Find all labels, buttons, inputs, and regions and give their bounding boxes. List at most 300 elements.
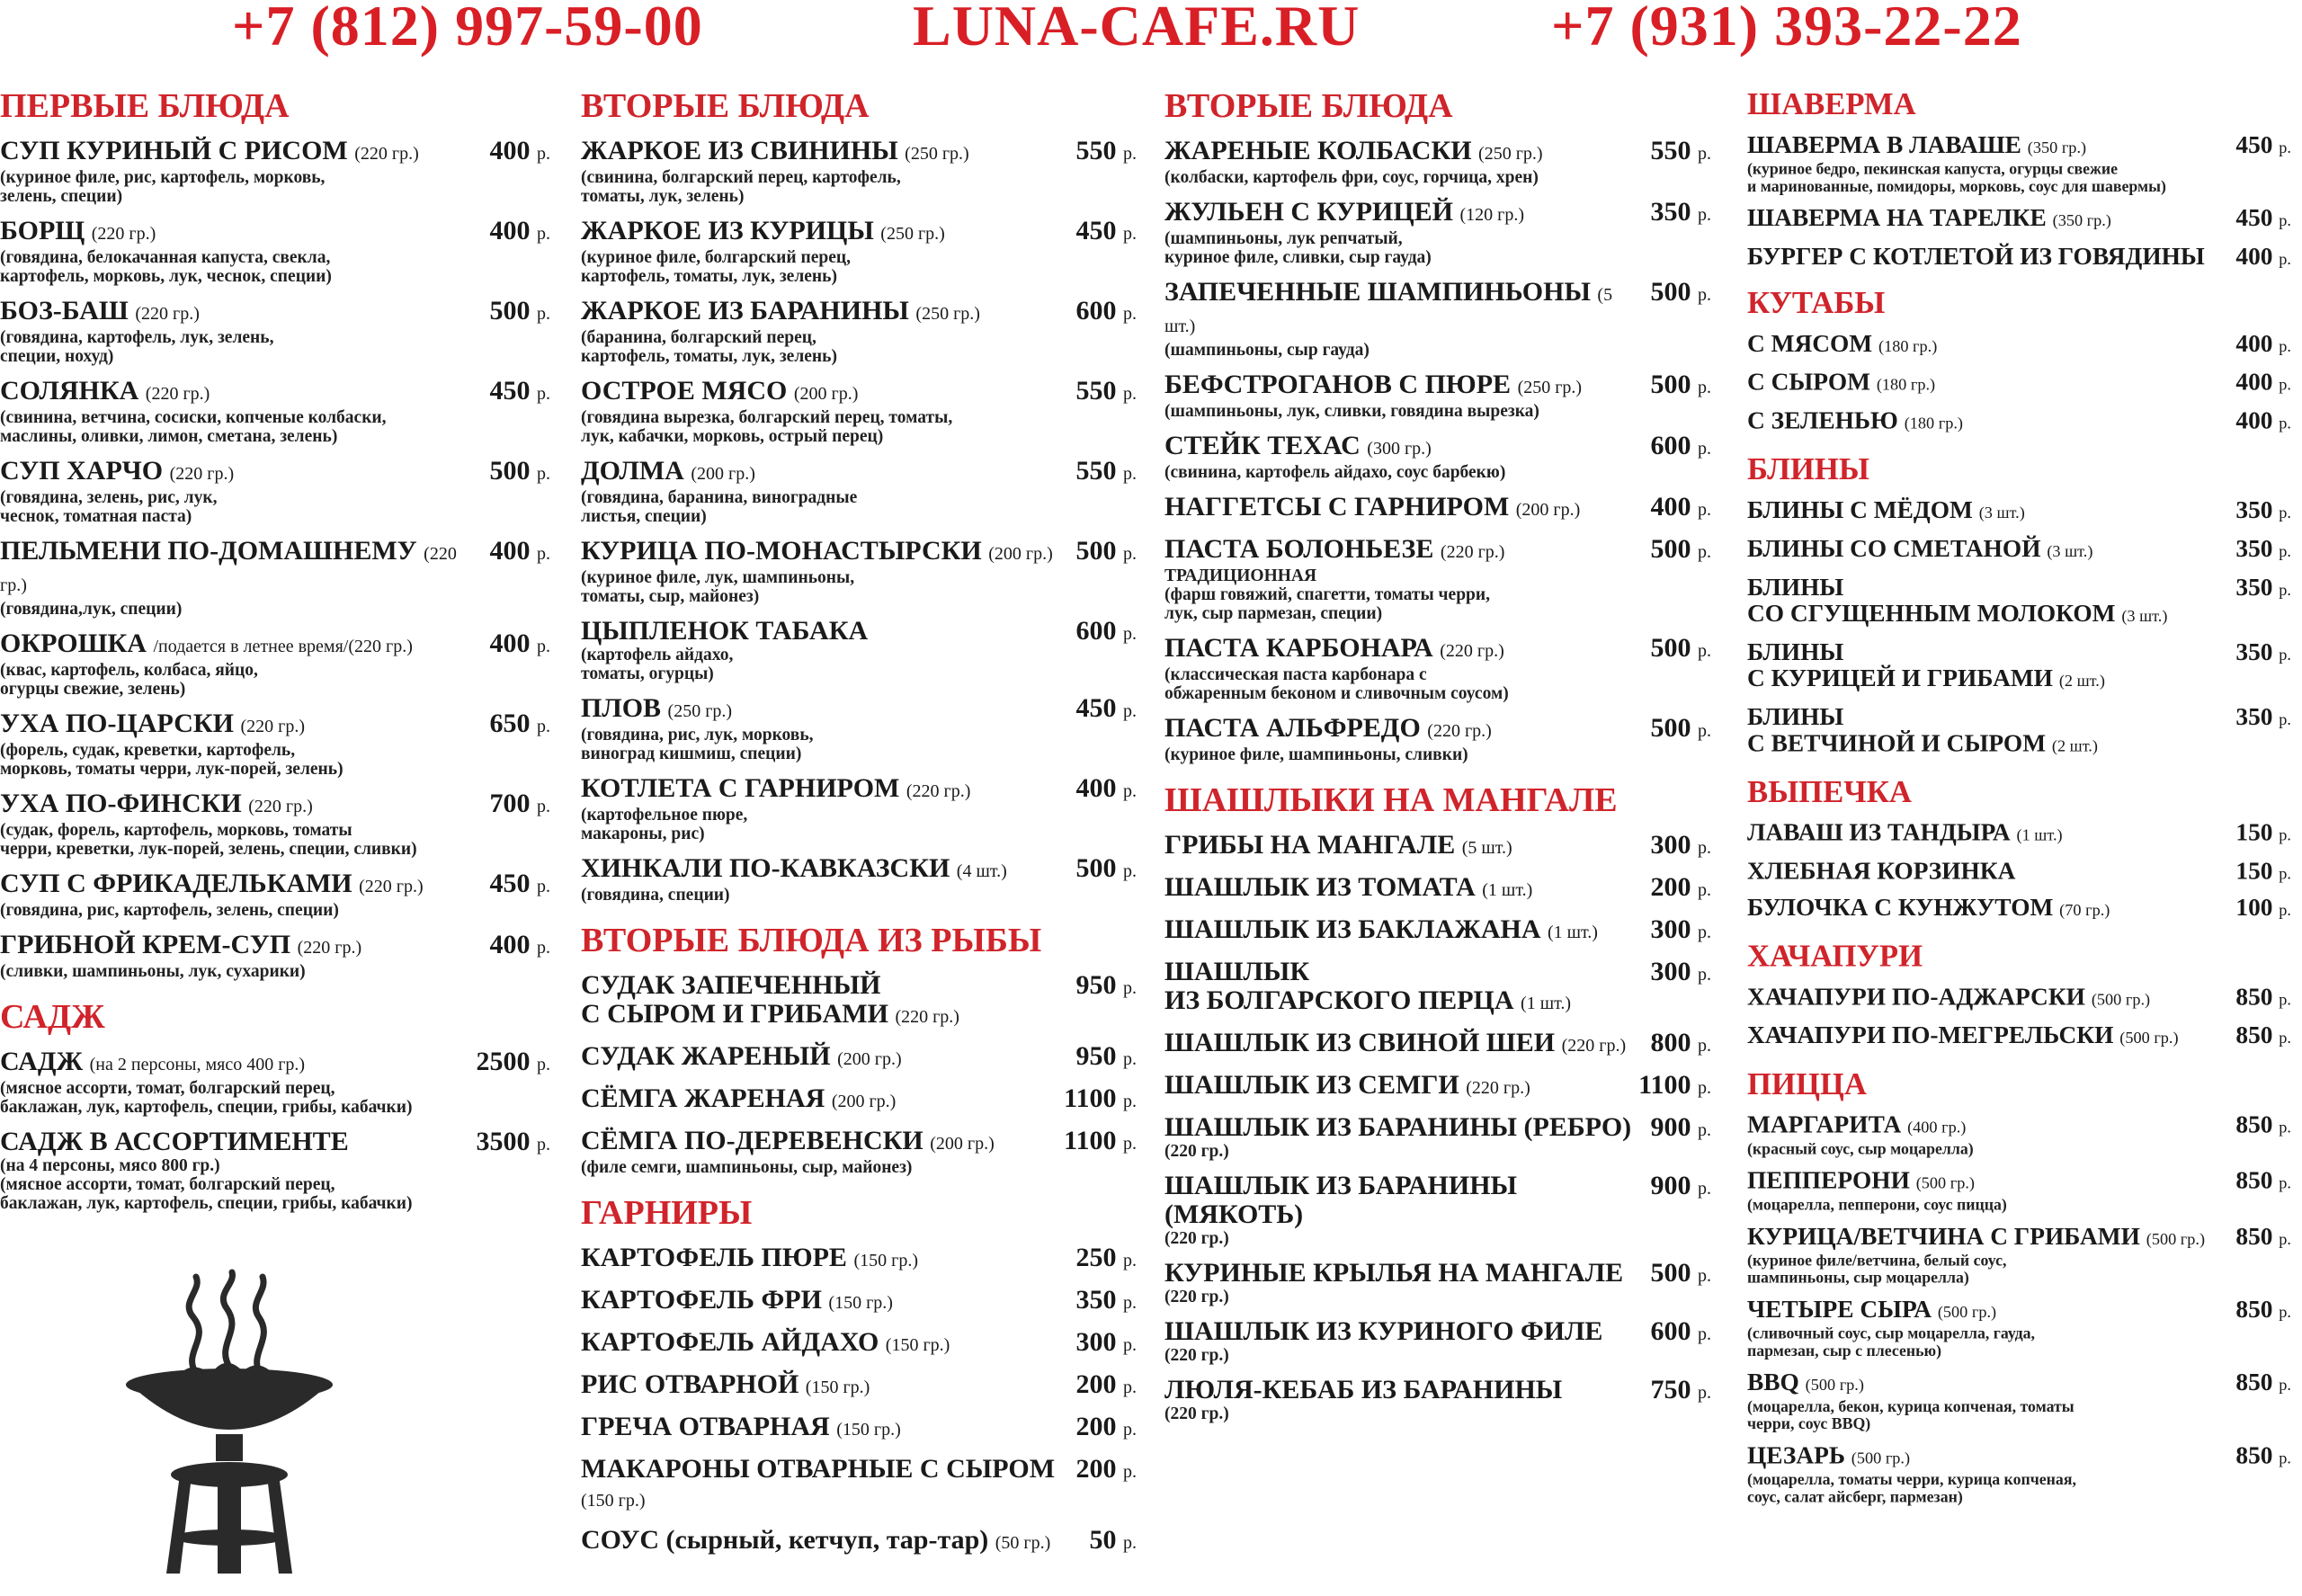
dish-name: С МЯСОМ xyxy=(1747,330,1873,358)
menu-item xyxy=(581,297,1137,366)
section-title: ПЕРВЫЕ БЛЮДА xyxy=(0,87,290,125)
dish-name: САДЖ В АССОРТИМЕНТЕ xyxy=(0,1127,349,1156)
phone-left[interactable]: +7 (812) 997-59-00 xyxy=(232,0,703,58)
dish-weight: (250 гр.) xyxy=(905,144,969,164)
currency: р. xyxy=(1698,923,1711,942)
dish-weight: (300 гр.) xyxy=(1367,439,1432,459)
dish-weight: (180 гр.) xyxy=(1876,376,1936,395)
dish-description: (классическая паста карбонара с обжаренным беконом и сливочным соусом) xyxy=(1164,665,1509,703)
dish-name: БЕФСТРОГАНОВ С ПЮРЕ xyxy=(1164,370,1512,399)
dish-name: ЛАВАШ ИЗ ТАНДЫРА xyxy=(1747,819,2011,847)
dish-name: СУДАК ЗАПЕЧЕННЫЙ С СЫРОМ И ГРИБАМИ xyxy=(581,970,888,1029)
menu-item xyxy=(1747,820,2291,849)
currency: р. xyxy=(1698,1036,1711,1056)
price-value: 500 xyxy=(1650,1258,1691,1288)
dish-weight: (150 гр.) xyxy=(581,1491,646,1511)
currency: р. xyxy=(1123,304,1137,324)
currency: р. xyxy=(1123,1092,1137,1111)
dish-weight: (200 гр.) xyxy=(691,464,755,484)
dish-weight: (2 шт.) xyxy=(2058,672,2105,691)
dish-price xyxy=(1651,831,1712,862)
dish-description: (картофель айдахо, томаты, огурцы) xyxy=(581,646,734,683)
section-title: ВЫПЕЧКА xyxy=(1747,774,1912,810)
dish-weight: (250 гр.) xyxy=(1517,378,1583,397)
currency: р. xyxy=(1698,542,1711,562)
menu-item xyxy=(1164,137,1711,187)
menu-item xyxy=(1164,915,1711,947)
dish-price xyxy=(1651,535,1712,566)
price-value: 100 xyxy=(2235,894,2273,922)
dish-price xyxy=(1651,1172,1712,1203)
currency: р. xyxy=(1123,384,1137,404)
dish-weight: (500 гр.) xyxy=(2091,990,2151,1009)
currency: р. xyxy=(537,717,550,736)
price-value: 850 xyxy=(2235,1223,2273,1251)
dish-name: ШАШЛЫК ИЗ КУРИНОГО ФИЛЕ xyxy=(1164,1316,1603,1346)
menu-item xyxy=(0,137,550,206)
dish-name: ДОЛМА xyxy=(581,456,684,486)
dish-name: ЧЕТЫРЕ СЫРА xyxy=(1747,1296,1932,1324)
dish-name: САДЖ xyxy=(0,1047,84,1076)
menu-item xyxy=(581,971,1137,1031)
dish-weight: (150 гр.) xyxy=(853,1251,918,1271)
dish-price xyxy=(1076,457,1138,488)
price-value: 550 xyxy=(1075,136,1117,165)
dish-name: СОЛЯНКА xyxy=(0,376,139,406)
dish-price xyxy=(1076,1244,1138,1275)
dish-price xyxy=(2235,408,2291,437)
dish-name: БУЛОЧКА С КУНЖУТОМ xyxy=(1747,894,2054,922)
price-value: 500 xyxy=(1650,713,1691,743)
price-value: 500 xyxy=(1075,536,1117,566)
menu-item xyxy=(0,931,550,981)
price-value: 750 xyxy=(1650,1375,1691,1404)
dish-price xyxy=(490,537,551,568)
currency: р. xyxy=(1123,464,1137,484)
currency: р. xyxy=(537,938,550,958)
dish-price xyxy=(1064,1127,1137,1158)
dish-weight: (400 гр.) xyxy=(1907,1119,1967,1137)
dish-name: ПАСТА БОЛОНЬЕЗЕ xyxy=(1164,534,1434,564)
dish-description: (говядина, картофель, лук, зелень, специи, нохуд) xyxy=(0,328,274,366)
dish-description: (сливки, шампиньоны, лук, сухарики) xyxy=(0,962,306,981)
price-value: 300 xyxy=(1650,957,1691,986)
dish-price xyxy=(1076,217,1138,248)
dish-description: (квас, картофель, колбаса, яйцо, огурцы свежие, зелень) xyxy=(0,661,258,699)
price-value: 850 xyxy=(2235,983,2273,1011)
section-title: ШАВЕРМА xyxy=(1747,86,1916,122)
dish-weight: (220 гр.) xyxy=(248,797,313,816)
currency: р. xyxy=(1698,721,1711,741)
dish-price xyxy=(1076,137,1138,168)
dish-price xyxy=(2235,536,2291,565)
currency: р. xyxy=(537,304,550,324)
currency: р. xyxy=(1123,978,1137,998)
dish-weight: (1 шт.) xyxy=(2016,826,2063,845)
dish-description: (говядина,лук, специи) xyxy=(0,600,183,619)
dish-name: ШАШЛЫК ИЗ ТОМАТА xyxy=(1164,872,1476,902)
menu-item xyxy=(581,457,1137,526)
price-value: 200 xyxy=(1075,1369,1117,1399)
dish-price xyxy=(1651,714,1712,745)
dish-price xyxy=(2235,1168,2291,1197)
dish-name: УХА ПО-ЦАРСКИ xyxy=(0,709,234,738)
price-value: 200 xyxy=(1075,1412,1117,1441)
menu-item xyxy=(1747,205,2291,234)
menu-item xyxy=(1747,895,2291,923)
menu-item xyxy=(581,1244,1137,1275)
dish-description: (говядина, рис, картофель, зелень, специи) xyxy=(0,901,339,920)
dish-description: (красный соус, сыр моцарелла) xyxy=(1747,1140,1974,1158)
menu-item xyxy=(581,774,1137,843)
dish-name: ГРЕЧА ОТВАРНАЯ xyxy=(581,1412,830,1441)
price-value: 450 xyxy=(2235,204,2273,232)
currency: р. xyxy=(537,1135,550,1155)
price-value: 850 xyxy=(2235,1296,2273,1324)
dish-name: ЦЫПЛЕНОК ТАБАКА xyxy=(581,616,869,646)
dish-weight: (250 гр.) xyxy=(1478,144,1543,164)
dish-weight: (500 гр.) xyxy=(2146,1230,2206,1249)
menu-item xyxy=(1747,497,2291,526)
dish-price xyxy=(1076,1455,1138,1486)
grill-icon xyxy=(126,1268,333,1578)
dish-weight: /подается в летнее время/(220 гр.) xyxy=(153,637,413,656)
dish-price xyxy=(2235,859,2291,887)
dish-weight: (220 гр.) xyxy=(1466,1078,1530,1098)
dish-price xyxy=(1076,971,1138,1003)
dish-price xyxy=(2235,984,2291,1012)
dish-weight: (150 гр.) xyxy=(828,1293,893,1313)
currency: р. xyxy=(1123,1251,1137,1271)
dish-name: ШАШЛЫК ИЗ БОЛГАРСКОГО ПЕРЦА xyxy=(1164,957,1514,1015)
currency: р. xyxy=(1123,1293,1137,1313)
dish-price xyxy=(1651,1317,1712,1349)
dish-weight: (220 гр.) xyxy=(906,781,971,801)
menu-item xyxy=(1164,1029,1711,1060)
dish-weight: (150 гр.) xyxy=(805,1378,870,1397)
dish-description: (шампиньоны, лук репчатый, куриное филе, сливки, сыр гауда) xyxy=(1164,229,1432,267)
dish-weight: (50 гр.) xyxy=(995,1533,1051,1553)
dish-price xyxy=(490,931,551,962)
dish-description: (баранина, болгарский перец, картофель, томаты, лук, зелень) xyxy=(581,328,837,366)
dish-name: ШАШЛЫК ИЗ БАРАНИНЫ (РЕБРО) xyxy=(1164,1112,1632,1142)
dish-price xyxy=(1076,1286,1138,1317)
price-value: 550 xyxy=(1075,376,1117,406)
menu-item xyxy=(1747,1369,2291,1432)
price-value: 250 xyxy=(1075,1243,1117,1272)
dish-price xyxy=(2235,331,2291,360)
dish-weight: (220 гр.) xyxy=(0,544,457,595)
dish-name: БУРГЕР С КОТЛЕТОЙ ИЗ ГОВЯДИНЫ xyxy=(1747,243,2205,271)
dish-name: БЛИНЫ СО СМЕТАНОЙ xyxy=(1747,535,2041,563)
dish-description: (куриное филе, шампиньоны, сливки) xyxy=(1164,745,1468,764)
dish-price xyxy=(1651,370,1712,402)
dish-name: УХА ПО-ФИНСКИ xyxy=(0,789,242,818)
dish-description: (мясное ассорти, томат, болгарский перец, баклажан, лук, картофель, специи, грибы, кабачки) xyxy=(0,1079,413,1117)
price-value: 450 xyxy=(489,869,531,898)
dish-weight: (500 гр.) xyxy=(1851,1449,1911,1468)
currency: р. xyxy=(2279,504,2291,522)
price-value: 900 xyxy=(1650,1112,1691,1142)
menu-item xyxy=(1164,1259,1711,1306)
dish-price xyxy=(1090,1526,1138,1557)
price-value: 400 xyxy=(489,536,531,566)
menu-item xyxy=(0,789,550,859)
dish-price xyxy=(1076,1042,1138,1074)
dish-name: ПЕППЕРОНИ xyxy=(1747,1166,1910,1195)
dish-price xyxy=(1076,377,1138,408)
currency: р. xyxy=(2279,1449,2291,1468)
menu-item xyxy=(0,297,550,366)
menu-item xyxy=(1747,132,2291,195)
dish-price xyxy=(2235,1022,2291,1051)
dish-name: ОСТРОЕ МЯСО xyxy=(581,376,788,406)
dish-name: ЖАРЕНЫЕ КОЛБАСКИ xyxy=(1164,136,1472,165)
price-value: 400 xyxy=(489,629,531,658)
price-value: 850 xyxy=(2235,1441,2273,1469)
dish-price xyxy=(490,629,551,661)
dish-description: (говядина, белокачанная капуста, свекла, картофель, морковь, лук, чеснок, специи) xyxy=(0,248,332,286)
dish-price xyxy=(1651,634,1712,665)
menu-item xyxy=(581,1413,1137,1444)
menu-item xyxy=(1747,1297,2291,1360)
currency: р. xyxy=(1123,701,1137,721)
currency: р. xyxy=(1698,1383,1711,1403)
dish-name: ШАШЛЫК ИЗ СЕМГИ xyxy=(1164,1070,1459,1100)
dish-name: СУП ХАРЧО xyxy=(0,456,164,486)
menu-item xyxy=(581,1526,1137,1557)
price-value: 450 xyxy=(2235,131,2273,159)
dish-price xyxy=(2235,370,2291,398)
dish-name: ШАВЕРМА В ЛАВАШЕ xyxy=(1747,131,2021,159)
price-value: 600 xyxy=(1075,296,1117,325)
dish-name: СУП КУРИНЫЙ С РИСОМ xyxy=(0,136,348,165)
dish-weight: (180 гр.) xyxy=(1904,415,1964,433)
price-value: 500 xyxy=(1075,853,1117,883)
price-value: 600 xyxy=(1650,1316,1691,1346)
dish-name: БЛИНЫ СО СГУЩЕННЫМ МОЛОКОМ xyxy=(1747,574,2116,628)
price-value: 400 xyxy=(489,930,531,959)
dish-weight: (220 гр.) xyxy=(91,224,156,244)
dish-description: (куриное филе, болгарский перец, картофель, томаты, лук, зелень) xyxy=(581,248,851,286)
dish-name: БЛИНЫ С КУРИЦЕЙ И ГРИБАМИ xyxy=(1747,638,2053,692)
price-value: 450 xyxy=(1075,216,1117,245)
dish-price xyxy=(2235,497,2291,526)
dish-weight: (1 шт.) xyxy=(1482,880,1533,900)
dish-description: (куриное филе/ветчина, белый соус, шампиньоны, сыр моцарелла) xyxy=(1747,1252,2007,1288)
menu-column-3 xyxy=(1164,86,1711,1423)
dish-description: (220 гр.) xyxy=(1164,1229,1229,1248)
currency: р. xyxy=(2279,1174,2291,1193)
dish-weight: (2 шт.) xyxy=(2051,736,2098,755)
dish-price xyxy=(1638,1071,1711,1102)
currency: р. xyxy=(1123,1049,1137,1069)
price-value: 350 xyxy=(2235,638,2273,666)
site-link[interactable]: LUNA-CAFE.RU xyxy=(913,0,1361,58)
dish-description: (картофельное пюре, макароны, рис) xyxy=(581,806,748,843)
price-value: 400 xyxy=(2235,330,2273,358)
dish-description: (моцарелла, томаты черри, курица копченая, соус, салат айсберг, пармезан) xyxy=(1747,1471,2076,1506)
menu-item xyxy=(1747,1224,2291,1287)
dish-price xyxy=(1651,915,1712,947)
dish-description: (шампиньоны, лук, сливки, говядина вырезка) xyxy=(1164,402,1539,421)
dish-weight: (220 гр.) xyxy=(1440,641,1504,661)
dish-name: СЁМГА ПО-ДЕРЕВЕНСКИ xyxy=(581,1126,923,1155)
dish-weight: (250 гр.) xyxy=(915,304,980,324)
price-value: 500 xyxy=(1650,277,1691,307)
dish-description: (свинина, ветчина, сосиски, копченые колбаски, маслины, оливки, лимон, сметана, зелень) xyxy=(0,408,387,446)
price-value: 300 xyxy=(1650,830,1691,860)
currency: р. xyxy=(2279,1376,2291,1395)
currency: р. xyxy=(2279,865,2291,884)
dish-name: BBQ xyxy=(1747,1369,1799,1396)
dish-weight: (200 гр.) xyxy=(1515,500,1581,520)
price-value: 300 xyxy=(1650,914,1691,944)
dish-weight: (220 гр.) xyxy=(354,144,419,164)
menu-item xyxy=(0,869,550,920)
menu-item xyxy=(0,1048,550,1117)
price-value: 350 xyxy=(2235,703,2273,731)
dish-weight: (150 гр.) xyxy=(885,1335,950,1355)
dish-price xyxy=(2235,1112,2291,1141)
dish-weight: (180 гр.) xyxy=(1878,337,1938,356)
dish-price xyxy=(1651,1113,1712,1145)
dish-weight: (220 гр.) xyxy=(240,717,305,736)
menu-item xyxy=(1164,1113,1711,1161)
price-value: 1100 xyxy=(1064,1083,1117,1113)
dish-price xyxy=(490,457,551,488)
menu-item xyxy=(581,1286,1137,1317)
dish-name: ЦЕЗАРЬ xyxy=(1747,1441,1845,1469)
menu-item xyxy=(581,1370,1137,1402)
dish-name: РИС ОТВАРНОЙ xyxy=(581,1369,799,1399)
dish-name: СУП С ФРИКАДЕЛЬКАМИ xyxy=(0,869,352,898)
dish-weight: (3 шт.) xyxy=(2121,607,2168,626)
menu-item xyxy=(1747,859,2291,885)
currency: р. xyxy=(1698,965,1711,985)
dish-name: КАРТОФЕЛЬ ФРИ xyxy=(581,1285,822,1315)
menu-item xyxy=(581,1455,1137,1515)
currency: р. xyxy=(1123,1420,1137,1440)
dish-price xyxy=(2235,704,2291,733)
price-value: 950 xyxy=(1075,1041,1117,1071)
menu-column-2 xyxy=(581,86,1137,1557)
price-value: 650 xyxy=(489,709,531,738)
dish-price xyxy=(1651,873,1712,905)
currency: р. xyxy=(2279,826,2291,845)
currency: р. xyxy=(537,464,550,484)
price-value: 350 xyxy=(2235,496,2273,524)
dish-weight: (500 гр.) xyxy=(2119,1029,2179,1048)
dish-price xyxy=(1651,432,1712,463)
dish-weight: (1 шт.) xyxy=(1521,994,1571,1013)
menu-item xyxy=(1164,1376,1711,1423)
dish-price xyxy=(490,297,551,328)
dish-name: ЖАРКОЕ ИЗ СВИНИНЫ xyxy=(581,136,898,165)
dish-weight: (200 гр.) xyxy=(837,1049,902,1069)
price-value: 600 xyxy=(1650,431,1691,460)
dish-description: (говядина вырезка, болгарский перец, томаты, лук, кабачки, морковь, острый перец) xyxy=(581,408,953,446)
dish-name: ПАСТА КАРБОНАРА xyxy=(1164,633,1433,663)
dish-name: СОУС (сырный, кетчуп, тар-тар) xyxy=(581,1525,989,1555)
dish-description: (свинина, картофель айдахо, соус барбекю) xyxy=(1164,463,1506,482)
dish-price xyxy=(2235,639,2291,668)
menu-item xyxy=(1747,331,2291,360)
currency: р. xyxy=(537,797,550,816)
dish-price xyxy=(2235,1224,2291,1253)
dish-price xyxy=(2235,132,2291,161)
price-value: 200 xyxy=(1075,1454,1117,1484)
dish-name: С ЗЕЛЕНЬЮ xyxy=(1747,406,1898,434)
dish-name: КАРТОФЕЛЬ ПЮРЕ xyxy=(581,1243,847,1272)
menu-column-4 xyxy=(1747,86,2291,1506)
dish-description: (куриное бедро, пекинская капуста, огурцы свежие и маринованные, помидоры, морковь, соус для шавермы) xyxy=(1747,161,2166,196)
currency: р. xyxy=(537,224,550,244)
dish-name: КАРТОФЕЛЬ АЙДАХО xyxy=(581,1327,879,1357)
currency: р. xyxy=(2279,250,2291,269)
price-value: 500 xyxy=(489,456,531,486)
dish-price xyxy=(1076,617,1138,648)
section-title: БЛИНЫ xyxy=(1747,452,1869,487)
currency: р. xyxy=(2279,337,2291,356)
dish-price xyxy=(2235,575,2291,603)
dish-weight: (3 шт.) xyxy=(2047,542,2093,561)
dish-description: (форель, судак, креветки, картофель, морковь, томаты черри, лук-порей, зелень) xyxy=(0,741,344,779)
dish-name: КОТЛЕТА С ГАРНИРОМ xyxy=(581,773,900,803)
dish-price xyxy=(2235,244,2291,272)
dish-name: ШАВЕРМА НА ТАРЕЛКЕ xyxy=(1747,204,2047,232)
currency: р. xyxy=(1698,838,1711,858)
dish-weight: (4 шт.) xyxy=(956,861,1007,881)
dish-name: С СЫРОМ xyxy=(1747,368,1870,397)
currency: р. xyxy=(1698,880,1711,900)
price-value: 400 xyxy=(489,136,531,165)
dish-price xyxy=(490,869,551,901)
dish-name: БЛИНЫ С МЁДОМ xyxy=(1747,496,1973,524)
dish-name: ОКРОШКА xyxy=(0,629,147,658)
section-title: ГАРНИРЫ xyxy=(581,1194,753,1232)
dish-price xyxy=(1076,537,1138,568)
section-title: ВТОРЫЕ БЛЮДА xyxy=(581,87,870,125)
currency: р. xyxy=(1698,285,1711,305)
dish-name: ШАШЛЫК ИЗ БАРАНИНЫ (МЯКОТЬ) xyxy=(1164,1171,1518,1229)
dish-weight: (350 гр.) xyxy=(2052,211,2111,230)
section-title: САДЖ xyxy=(0,998,105,1036)
price-value: 500 xyxy=(1650,633,1691,663)
currency: р. xyxy=(1698,439,1711,459)
dish-weight: (220 гр.) xyxy=(895,1007,959,1027)
section-title: ВТОРЫЕ БЛЮДА xyxy=(1164,87,1453,125)
currency: р. xyxy=(537,544,550,564)
section-title: ШАШЛЫКИ НА МАНГАЛЕ xyxy=(1164,781,1618,819)
dish-weight: (500 гр.) xyxy=(1805,1376,1864,1395)
section-title: ПИЦЦА xyxy=(1747,1066,1867,1101)
dish-price xyxy=(1651,1259,1712,1290)
currency: р. xyxy=(1698,1266,1711,1286)
price-value: 950 xyxy=(1075,970,1117,1000)
price-value: 350 xyxy=(1075,1285,1117,1315)
price-value: 600 xyxy=(1075,616,1117,646)
currency: р. xyxy=(2279,1230,2291,1249)
menu-item xyxy=(581,854,1137,905)
phone-right[interactable]: +7 (931) 393-22-22 xyxy=(1551,0,2022,58)
price-value: 2500 xyxy=(476,1047,531,1076)
dish-weight: (70 гр.) xyxy=(2059,901,2110,920)
dish-weight: (200 гр.) xyxy=(988,544,1053,564)
section-title: ХАЧАПУРИ xyxy=(1747,939,1923,974)
dish-name: ЖАРКОЕ ИЗ БАРАНИНЫ xyxy=(581,296,909,325)
dish-price xyxy=(1076,1370,1138,1402)
